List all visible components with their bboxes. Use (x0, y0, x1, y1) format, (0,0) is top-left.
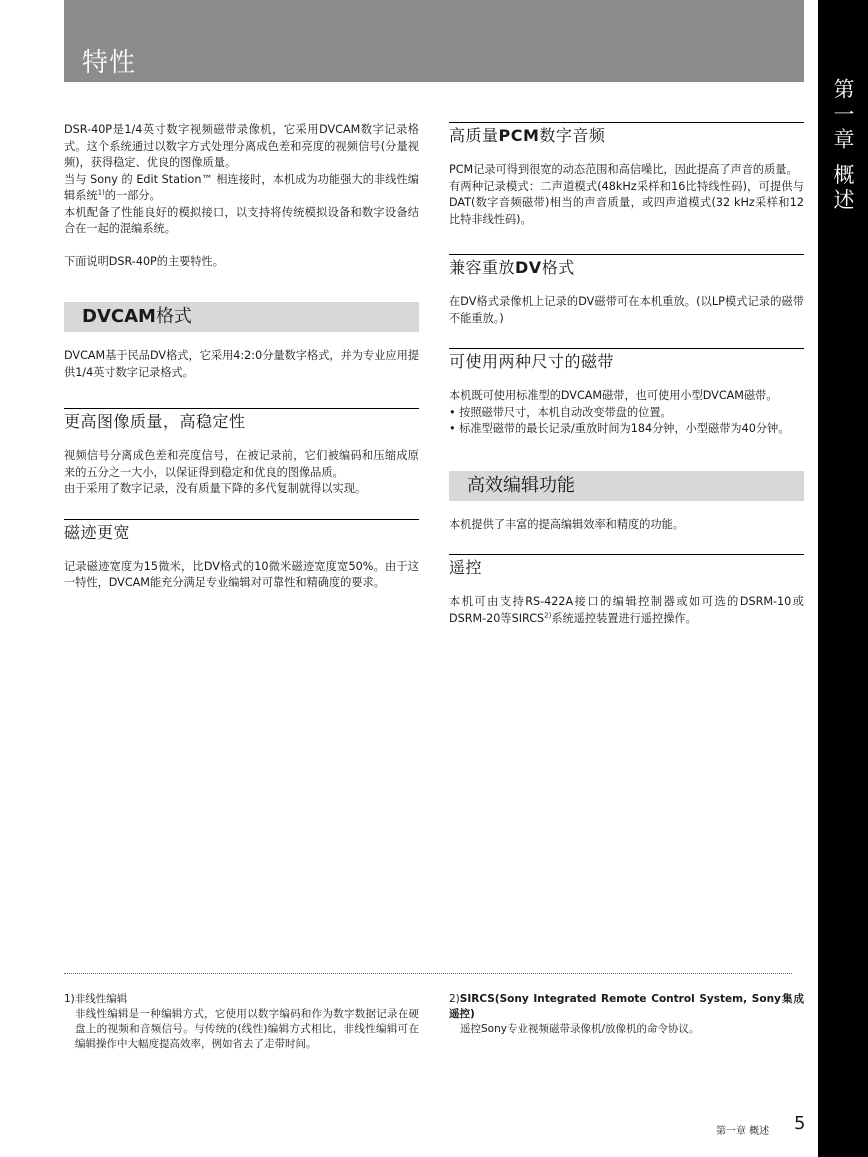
remote-control-text (449, 594, 804, 627)
intro-text: 当与 Sony 的 Edit Station™ 相连接时，本机成为功能强大的非线性编辑系统 (64, 172, 419, 202)
remote-text-end: 系统遥控装置进行遥控操作。 (551, 611, 697, 625)
footnote-2-term: SIRCS(Sony Integrated Remote Control System, Sony集成遥控) (449, 993, 804, 1020)
footnote-1-body: 非线性编辑是一种编辑方式，它使用以数字编码和作为数字数据记录在硬盘上的视频和音频信号。与传统的(线性)编辑方式相比，非线性编辑可在编辑操作中大幅度提高效率，例如省去了走带时间。 (75, 1008, 419, 1050)
track-width-heading: 磁迹更宽 (64, 519, 419, 543)
intro-paragraph-2 (64, 172, 419, 205)
remote-text: 本机可由支持RS-422A接口的编辑控制器或如可选的DSRM-10或DSRM-20等SIRCS (449, 595, 804, 625)
editing-text: 本机提供了丰富的提高编辑效率和精度的功能。 (449, 517, 684, 531)
footer-chapter-label: 第一章 概述 (716, 1126, 770, 1137)
dvcam-section-heading (64, 302, 419, 332)
page-number: 5 (794, 1113, 806, 1134)
chapter-tab (818, 0, 868, 1157)
tape-size-heading: 可使用两种尺寸的磁带 (449, 348, 804, 372)
footnote-1 (64, 992, 419, 1052)
remote-control-heading: 遥控 (449, 554, 804, 578)
footnote-ref-1: 1) (97, 188, 105, 197)
dvcam-heading-rest: 格式 (155, 306, 192, 327)
footnote-2-body: 遥控Sony专业视频磁带录像机/放像机的命令协议。 (460, 1023, 700, 1035)
footnote-divider (64, 973, 792, 974)
pcm-heading-bold: PCM (498, 126, 540, 145)
dv-playback-text: 在DV格式录像机上记录的DV磁带可在本机重放。(以LP模式记录的磁带不能重放。) (449, 295, 804, 325)
header-bar (64, 0, 804, 82)
footnote-2 (449, 992, 804, 1037)
right-column (449, 122, 804, 627)
intro-text-end: 的一部分。 (104, 189, 161, 202)
dv-heading-bold: DV (515, 258, 542, 277)
page-title: 特性 (82, 48, 137, 78)
dvcam-heading-bold: DVCAM (82, 306, 156, 327)
tape-size-bullet-2: • 标准型磁带的最长记录/重放时间为184分钟，小型磁带为40分钟。 (449, 422, 790, 435)
page-footer (716, 1113, 806, 1135)
dvcam-text: DVCAM基于民品DV格式，它采用4:2:0分量数字格式，并为专业应用提供1/4英寸数字记录格式。 (64, 349, 419, 379)
pcm-audio-text-1: PCM记录可得到很宽的动态范围和高信噪比，因此提高了声音的质量。 (449, 163, 798, 176)
footnote-2-title (449, 992, 804, 1022)
intro-paragraph-3: 本机配备了性能良好的模拟接口，以支持将传统模拟设备和数字设备结合在一起的混编系统。 (64, 205, 419, 235)
image-quality-heading: 更高图像质量，高稳定性 (64, 408, 419, 432)
pcm-audio-text-2: 有两种记录模式：二声道模式(48kHz采样和16比特线性码)，可提供与DAT(数字音频磁带)相当的声音质量，或四声道模式(32 kHz采样和12比特非线性码)。 (449, 179, 804, 226)
pcm-audio-heading (449, 122, 804, 146)
dv-heading-post: 格式 (541, 258, 575, 277)
dv-heading-pre: 兼容重放 (449, 258, 516, 277)
intro-paragraph-1: DSR-40P是1/4英寸数字视频磁带录像机，它采用DVCAM数字记录格式。这个系统通过以数字方式处理分离成色差和亮度的视频信号(分量视频)，获得稳定、优良的图像质量。 (64, 123, 419, 169)
tape-size-text: 本机既可使用标准型的DVCAM磁带，也可使用小型DVCAM磁带。 (449, 389, 778, 402)
footnote-2-number: 2) (449, 993, 460, 1005)
footnote-ref-2: 2) (544, 610, 552, 619)
pcm-heading-post: 数字音频 (539, 126, 606, 145)
left-column (64, 122, 419, 592)
tape-size-bullet-1: • 按照磁带尺寸，本机自动改变带盘的位置。 (449, 405, 672, 419)
pcm-heading-pre: 高质量 (449, 126, 499, 145)
dv-playback-heading (449, 254, 804, 278)
image-quality-text-1: 视频信号分离成色差和亮度信号，在被记录前，它们被编码和压缩成原来的五分之一大小，以保证得到稳定和优良的图像品质。 (64, 449, 419, 479)
editing-section-heading: 高效编辑功能 (449, 471, 804, 501)
footnote-1-title: 1)非线性编辑 (64, 993, 128, 1005)
image-quality-text-2: 由于采用了数字记录，没有质量下降的多代复制就得以实现。 (64, 482, 367, 495)
intro-summary: 下面说明DSR-40P的主要特性。 (64, 254, 224, 268)
track-width-text: 记录磁迹宽度为15微米，比DV格式的10微米磁迹宽度宽50%。由于这一特性，DVCAM能充分满足专业编辑对可靠性和精确度的要求。 (64, 559, 419, 589)
chapter-tab-label: 第一章 概述 (831, 78, 855, 214)
